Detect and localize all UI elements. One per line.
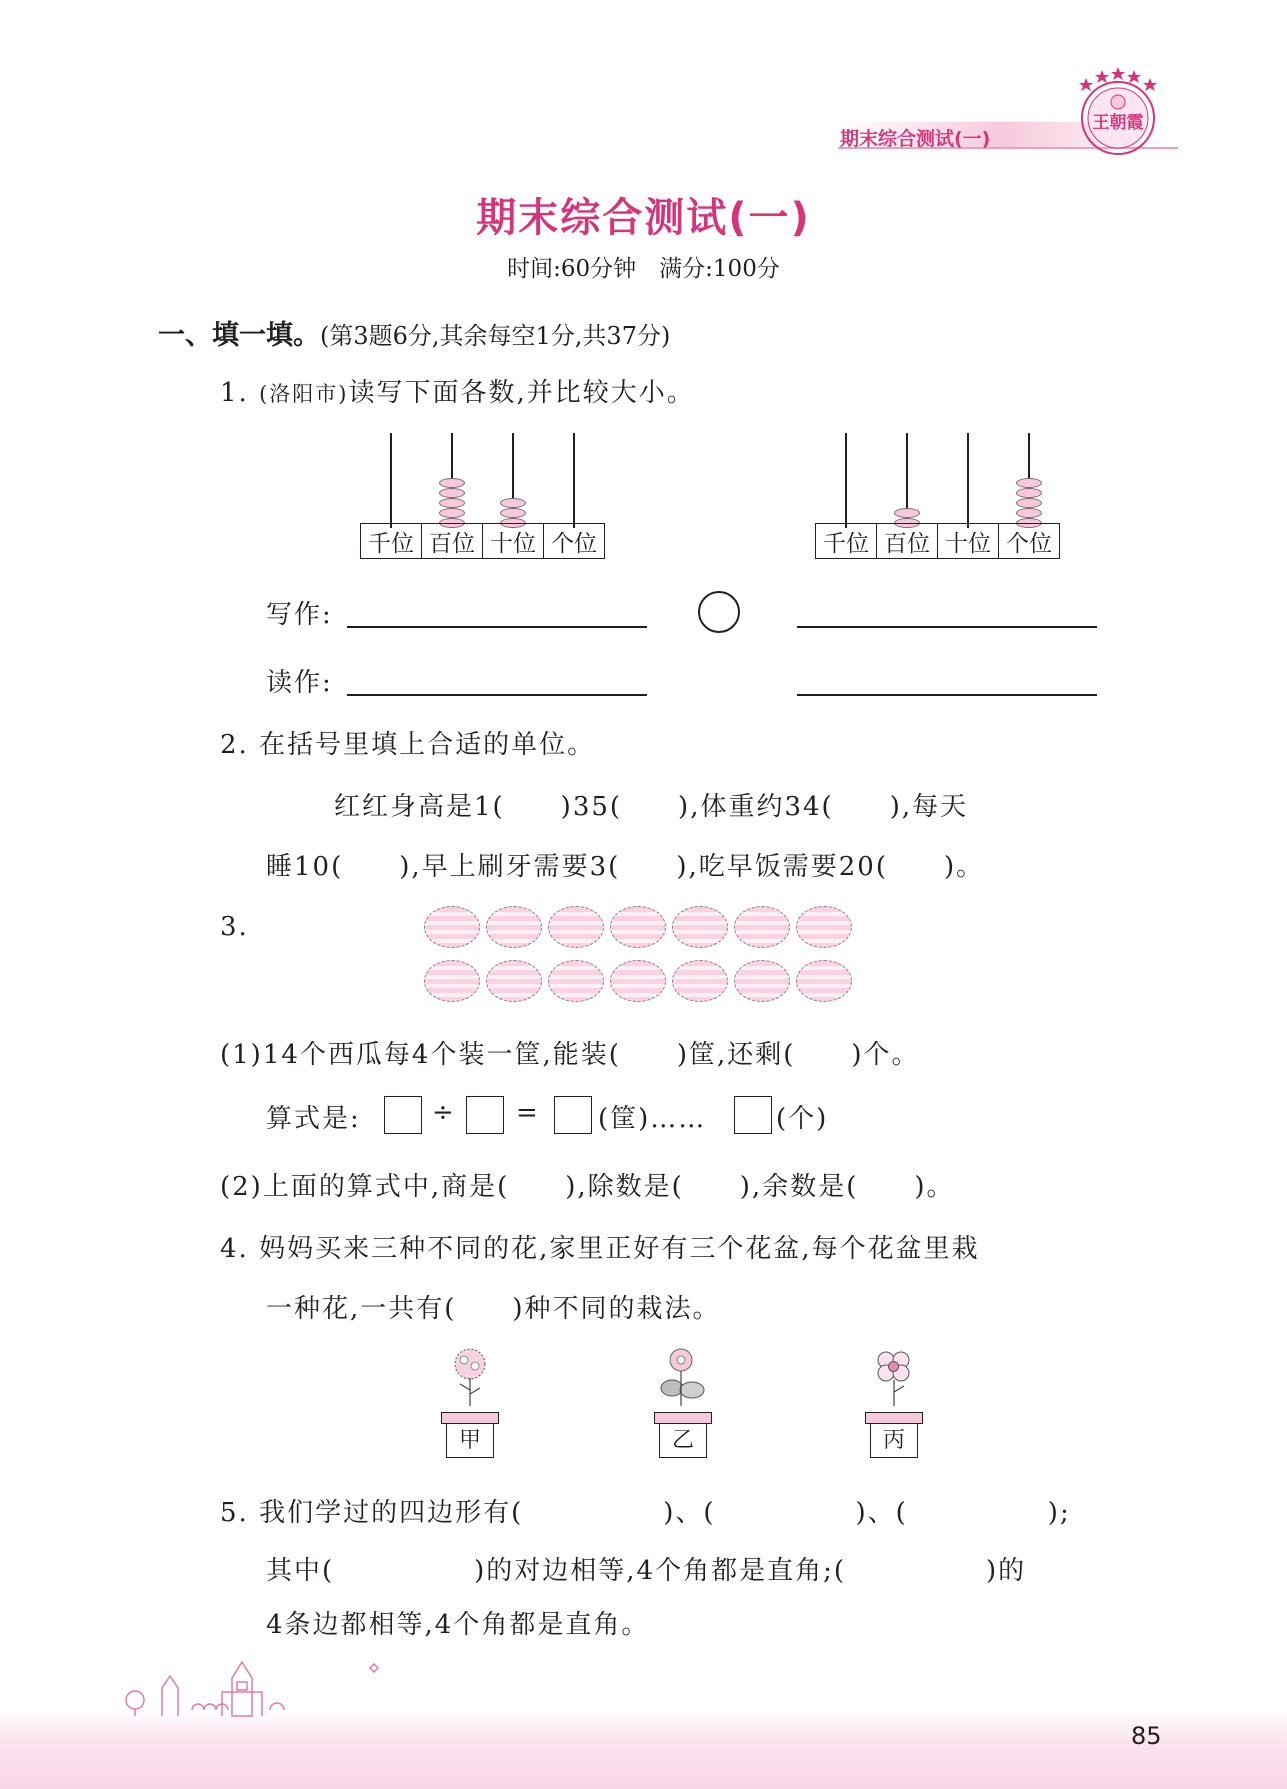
formula-unit-basket: (筐)…… <box>598 1104 707 1134</box>
header-tag: 期末综合测试(一) <box>840 128 991 150</box>
flower-pot-yi <box>653 1346 713 1464</box>
flower-icon <box>657 1346 709 1408</box>
section-score-note: (第3题6分,其余每空1分,共37分) <box>320 322 671 350</box>
q2-line-2: 睡10( ),早上刷牙需要3( ),吃早饭需要20( )。 <box>266 852 985 882</box>
pot-label: 丙 <box>870 1424 918 1458</box>
q3-sub1: (1)14个西瓜每4个装一筐,能装( )筐,还剩( )个。 <box>220 1040 920 1070</box>
watermelon <box>734 906 790 948</box>
castle-decoration-icon <box>120 1648 420 1718</box>
place-thousands: 千位 <box>816 524 877 559</box>
footer-band <box>0 1710 1287 1789</box>
place-value-table <box>815 523 1060 559</box>
q5-text: 我们学过的四边形有( )、( )、( ); <box>259 1498 1071 1528</box>
place-value-table <box>360 523 605 559</box>
formula-box-divisor[interactable] <box>466 1096 504 1134</box>
formula-box-dividend[interactable] <box>384 1096 422 1134</box>
q3-sub2: (2)上面的算式中,商是( ),除数是( ),余数是( )。 <box>220 1172 955 1202</box>
watermelon <box>610 906 666 948</box>
section-title: 一、填一填。 <box>158 320 320 351</box>
section-heading <box>158 313 670 352</box>
watermelon <box>486 960 542 1002</box>
flower-pot-bing <box>864 1346 924 1464</box>
read-answer-line-left[interactable] <box>347 694 647 696</box>
q1-prompt <box>220 372 695 409</box>
bead <box>1016 488 1042 498</box>
watermelon <box>796 906 852 948</box>
divide-sign: ÷ <box>432 1098 456 1128</box>
watermelon <box>424 906 480 948</box>
write-answer-line-right[interactable] <box>797 626 1097 628</box>
bead <box>439 478 465 488</box>
watermelon <box>424 960 480 1002</box>
place-tens: 十位 <box>938 524 999 559</box>
logo-text: 王朝霞 <box>1092 113 1144 133</box>
flower-icon <box>444 1346 496 1408</box>
page-title: 期末综合测试(一) <box>476 195 811 241</box>
bead <box>439 508 465 518</box>
bead <box>439 498 465 508</box>
watermelon <box>672 906 728 948</box>
bead <box>1016 498 1042 508</box>
q3-number: 3. <box>220 912 249 942</box>
place-tens: 十位 <box>483 524 544 559</box>
place-ones: 个位 <box>999 524 1060 559</box>
pot <box>865 1412 923 1458</box>
flower-icon <box>868 1346 920 1408</box>
pot-label: 乙 <box>659 1424 707 1458</box>
flower-pot-jia <box>440 1346 500 1464</box>
formula-unit-count: (个) <box>776 1104 829 1134</box>
abacus-rod <box>573 433 575 528</box>
formula-box-quotient[interactable] <box>554 1096 592 1134</box>
write-label: 写作: <box>266 600 333 630</box>
q2-number: 2. <box>220 730 249 760</box>
watermelon <box>486 906 542 948</box>
abacus-rod <box>390 433 392 528</box>
q2-text: 在括号里填上合适的单位。 <box>259 730 596 760</box>
q4-text: 妈妈买来三种不同的花,家里正好有三个花盆,每个花盆里栽 <box>259 1234 980 1264</box>
compare-circle[interactable] <box>698 591 740 633</box>
q1-number: 1. <box>220 378 249 408</box>
watermelon <box>548 906 604 948</box>
q1-text: 读写下面各数,并比较大小。 <box>348 378 695 408</box>
bead <box>500 498 526 508</box>
bead <box>1016 508 1042 518</box>
q4-line-2: 一种花,一共有( )种不同的栽法。 <box>266 1294 721 1324</box>
watermelon <box>796 960 852 1002</box>
q4-number: 4. <box>220 1234 249 1264</box>
watermelon <box>548 960 604 1002</box>
watermelon <box>610 960 666 1002</box>
bead <box>500 508 526 518</box>
brand-logo <box>1068 64 1168 156</box>
watermelon <box>734 960 790 1002</box>
equals-sign: = <box>516 1098 540 1128</box>
q5-line-3: 4条边都相等,4个角都是直角。 <box>266 1610 650 1640</box>
pot-label: 甲 <box>446 1424 494 1458</box>
place-thousands: 千位 <box>361 524 422 559</box>
q2-line-1: 红红身高是1( )35( ),体重约34( ),每天 <box>334 792 969 822</box>
formula-box-remainder[interactable] <box>734 1096 772 1134</box>
page-subtitle: 时间:60分钟 满分:100分 <box>507 256 780 282</box>
q5-line-1 <box>220 1492 1071 1529</box>
abacus-rod <box>845 433 847 528</box>
q4-line-1 <box>220 1228 980 1265</box>
bead <box>894 508 920 518</box>
bead <box>1016 478 1042 488</box>
pot-rim <box>654 1412 712 1424</box>
place-ones: 个位 <box>544 524 605 559</box>
pot <box>654 1412 712 1458</box>
pot-rim <box>441 1412 499 1424</box>
formula-label: 算式是: <box>266 1104 361 1134</box>
q1-source-note: (洛阳市) <box>259 382 349 406</box>
place-hundreds: 百位 <box>422 524 483 559</box>
abacus-left <box>360 430 610 560</box>
bead <box>439 488 465 498</box>
q5-number: 5. <box>220 1498 249 1528</box>
read-label: 读作: <box>266 668 333 698</box>
q2-prompt <box>220 724 595 761</box>
abacus-rod <box>967 433 969 528</box>
pot <box>441 1412 499 1458</box>
write-answer-line-left[interactable] <box>347 626 647 628</box>
read-answer-line-right[interactable] <box>797 694 1097 696</box>
abacus-right <box>815 430 1065 560</box>
q5-line-2: 其中( )的对边相等,4个角都是直角;( )的 <box>266 1556 1027 1586</box>
pot-rim <box>865 1412 923 1424</box>
page-number: 85 <box>1131 1722 1162 1750</box>
watermelon-group <box>424 906 864 1006</box>
place-hundreds: 百位 <box>877 524 938 559</box>
watermelon <box>672 960 728 1002</box>
